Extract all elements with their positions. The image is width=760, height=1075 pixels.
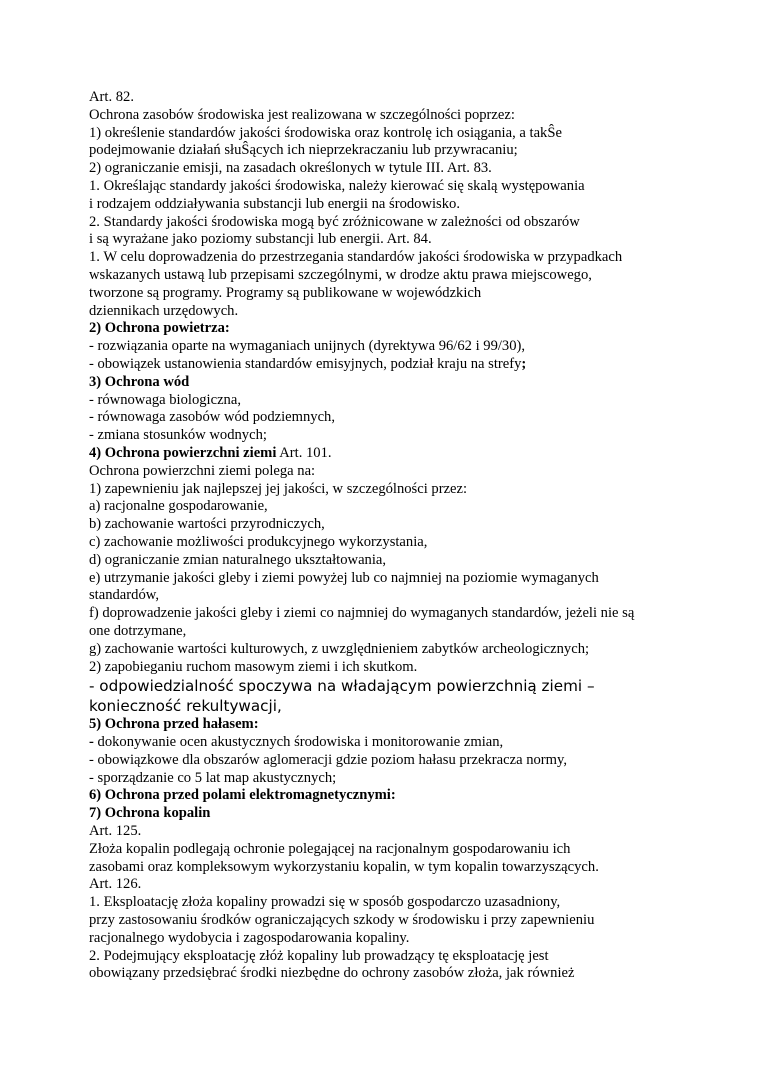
text-line [89, 823, 689, 841]
bold-segment: 3) Ochrona wód [89, 373, 190, 390]
text-line [89, 267, 689, 285]
bold-segment: ; [521, 355, 527, 372]
text-segment: podejmowanie działań słuŜących ich nieprzekraczaniu lub przywracaniu; [89, 142, 518, 159]
text-line [89, 374, 689, 392]
text-line [89, 894, 689, 912]
text-line [89, 859, 689, 877]
text-line [89, 552, 689, 570]
text-line [89, 89, 689, 107]
text-line [89, 481, 689, 499]
text-line [89, 716, 689, 734]
text-line [89, 930, 689, 948]
bold-segment: 2) Ochrona powietrza: [89, 320, 230, 337]
text-line [89, 623, 689, 641]
text-segment: dokonywanie ocen akustycznych środowiska i monitorowanie zmian, [93, 734, 504, 751]
text-line [89, 142, 689, 160]
text-line [89, 214, 689, 232]
text-segment: 1. Eksploatację złoża kopaliny prowadzi się w sposób gospodarczo uzasadniony, [89, 894, 561, 911]
text-line [89, 516, 689, 534]
text-segment: one dotrzymane, [89, 622, 187, 639]
text-segment: e) utrzymanie jakości gleby i ziemi powyżej lub co najmniej na poziomie wymaganych [89, 569, 599, 586]
text-segment: b) zachowanie wartości przyrodniczych, [89, 516, 325, 533]
text-segment: 2) zapobieganiu ruchom masowym ziemi i ich skutkom. [89, 658, 418, 675]
text-segment: przy zastosowaniu środków ograniczających szkody w środowisku i przy zapewnieniu [89, 912, 595, 929]
text-segment: - sporządzanie co 5 lat map akustycznych; [89, 769, 337, 786]
text-segment: Ochrona zasobów środowiska jest realizowana w szczególności poprzez: [89, 106, 515, 123]
text-line [89, 752, 689, 770]
text-line [89, 912, 689, 930]
text-segment: - równowaga biologiczna, [89, 391, 241, 408]
text-segment: 1) określenie standardów jakości środowiska oraz kontrolę ich osiągania, a takŜe [89, 124, 562, 141]
text-line [89, 303, 689, 321]
text-line [89, 338, 689, 356]
text-line [89, 841, 689, 859]
text-line [89, 498, 689, 516]
text-segment: dziennikach urzędowych. [89, 302, 239, 319]
text-line [89, 463, 689, 481]
text-line [89, 734, 689, 752]
bold-segment: 4) Ochrona powierzchni ziemi [89, 444, 277, 461]
text-line [89, 587, 689, 605]
text-line [89, 409, 689, 427]
text-segment: - rozwiązania oparte na wymaganiach unijnych (dyrektywa 96/62 i 99/30), [89, 338, 526, 355]
text-line [89, 231, 689, 249]
text-line [89, 125, 689, 143]
text-segment: - równowaga zasobów wód podziemnych, [89, 409, 335, 426]
text-line [89, 696, 689, 716]
text-segment: wskazanych ustawą lub przepisami szczególnymi, w drodze aktu prawa miejscowego, [89, 266, 592, 283]
text-line [89, 196, 689, 214]
text-line [89, 659, 689, 677]
text-segment: standardów, [89, 587, 159, 604]
text-segment: 2. Standardy jakości środowiska mogą być zróżnicowane w zależności od obszarów [89, 213, 580, 230]
sans-segment: konieczność rekultywacji, [89, 697, 282, 716]
text-segment: 2) ograniczanie emisji, na zasadach określonych w tytule III. Art. 83. [89, 160, 492, 177]
text-segment: tworzone są programy. Programy są publikowane w wojewódzkich [89, 284, 482, 301]
text-segment: Art. 126. [89, 876, 142, 893]
text-line [89, 320, 689, 338]
text-line [89, 948, 689, 966]
text-line [89, 770, 689, 788]
bold-segment: 7) Ochrona kopalin [89, 805, 211, 822]
text-segment: - zmiana stosunków wodnych; [89, 427, 267, 444]
text-segment: 1) zapewnieniu jak najlepszej jej jakości, w szczególności przez: [89, 480, 468, 497]
text-line [89, 965, 689, 983]
text-line [89, 178, 689, 196]
text-line [89, 805, 689, 823]
text-line [89, 641, 689, 659]
text-segment: Art. 101. [276, 444, 332, 461]
text-segment: g) zachowanie wartości kulturowych, z uwzględnieniem zabytków archeologicznych; [89, 640, 590, 657]
text-segment: Art. 82. [89, 89, 134, 105]
bold-segment: 5) Ochrona przed hałasem: [89, 716, 259, 733]
bold-segment: - [89, 734, 94, 751]
text-line [89, 249, 689, 267]
text-segment: racjonalnego wydobycia i zagospodarowania kopaliny. [89, 929, 410, 946]
sans-segment: - odpowiedzialność spoczywa na władającym powierzchnią ziemi – [89, 677, 595, 696]
text-line [89, 285, 689, 303]
text-line [89, 107, 689, 125]
text-line [89, 356, 689, 374]
text-line [89, 427, 689, 445]
text-line [89, 392, 689, 410]
text-segment: Art. 125. [89, 823, 142, 840]
text-line [89, 160, 689, 178]
text-line [89, 534, 689, 552]
text-segment: c) zachowanie możliwości produkcyjnego wykorzystania, [89, 533, 428, 550]
text-segment: obowiązany przedsiębrać środki niezbędne do ochrony zasobów złoża, jak również [89, 965, 575, 982]
text-line [89, 605, 689, 623]
text-segment: Ochrona powierzchni ziemi polega na: [89, 462, 316, 479]
text-line [89, 445, 689, 463]
text-line [89, 876, 689, 894]
text-segment: 1. W celu doprowadzenia do przestrzegania standardów jakości środowiska w przypadkach [89, 249, 623, 266]
text-segment: 1. Określając standardy jakości środowiska, należy kierować się skalą występowania [89, 177, 585, 194]
bold-segment: 6) Ochrona przed polami elektromagnetycznymi: [89, 787, 396, 804]
text-segment: - obowiązkowe dla obszarów aglomeracji gdzie poziom hałasu przekracza normy, [89, 751, 568, 768]
text-segment: f) doprowadzenie jakości gleby i ziemi co najmniej do wymaganych standardów, jeżeli nie są [89, 605, 635, 622]
text-segment: Złoża kopalin podlegają ochronie polegającej na racjonalnym gospodarowaniu ich [89, 840, 571, 857]
document-text [89, 89, 689, 983]
text-segment: i są wyrażane jako poziomy substancji lub energii. Art. 84. [89, 231, 432, 248]
text-line [89, 787, 689, 805]
text-segment: - obowiązek ustanowienia standardów emisyjnych, podział kraju na strefy [89, 355, 522, 372]
text-segment: d) ograniczanie zmian naturalnego ukształtowania, [89, 551, 387, 568]
text-segment: i rodzajem oddziaływania substancji lub energii na środowisko. [89, 195, 460, 212]
text-line [89, 676, 689, 696]
text-segment: 2. Podejmujący eksploatację złóż kopaliny lub prowadzący tę eksploatację jest [89, 947, 549, 964]
text-segment: zasobami oraz kompleksowym wykorzystaniu kopalin, w tym kopalin towarzyszących. [89, 858, 599, 875]
text-line [89, 570, 689, 588]
text-segment: a) racjonalne gospodarowanie, [89, 498, 268, 515]
